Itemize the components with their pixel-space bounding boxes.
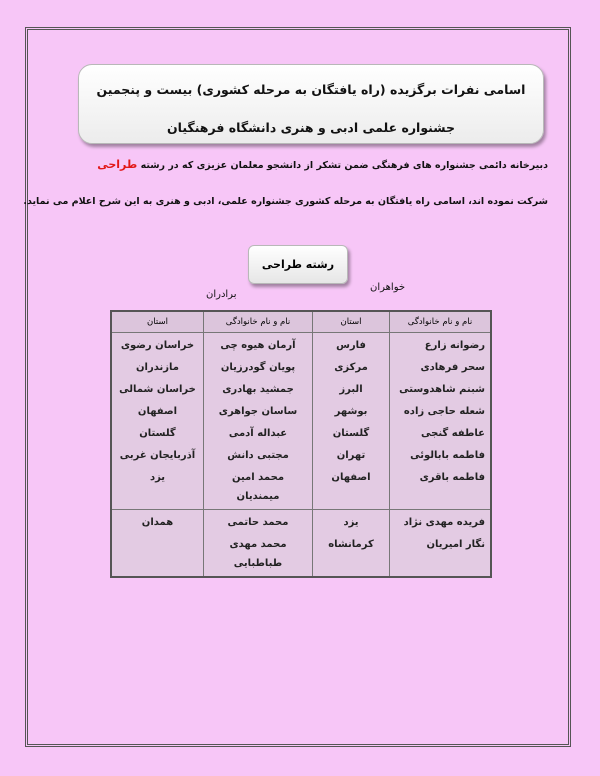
- brother-name-cell: محمد مهدی طباطبایی: [204, 532, 313, 577]
- sister-province-cell: یزد: [313, 510, 390, 533]
- sister-province-cell: مرکزی: [313, 355, 390, 377]
- title-banner: [78, 64, 544, 144]
- field-highlight: طراحی: [97, 158, 138, 171]
- sister-province-cell: تهران: [313, 443, 390, 465]
- header-brother-province: استان: [111, 311, 204, 333]
- sister-province-cell: بوشهر: [313, 399, 390, 421]
- title-line-2: جشنواره علمی ادبی و هنری دانشگاه فرهنگیان: [166, 120, 456, 135]
- sister-province-cell: اصفهان: [313, 465, 390, 510]
- brother-name-cell: مجتبی دانش: [204, 443, 313, 465]
- section-title: رشته طراحی: [248, 245, 348, 284]
- brother-province-cell: خراسان رضوی: [111, 333, 204, 356]
- sister-name-cell: نگار امیریان: [390, 532, 492, 577]
- sister-name-cell: سحر فرهادی: [390, 355, 492, 377]
- table-row: [111, 465, 491, 510]
- table-row: [111, 421, 491, 443]
- table-row: [111, 377, 491, 399]
- brother-name-cell: عبداله آدمی: [204, 421, 313, 443]
- brother-province-cell: خراسان شمالی: [111, 377, 204, 399]
- table-row: [111, 399, 491, 421]
- sister-province-cell: البرز: [313, 377, 390, 399]
- intro-text: دبیرخانه دائمی جشنواره های فرهنگی ضمن تشکر از دانشجو معلمان عزیزی که در رشته: [140, 160, 548, 171]
- table-row: [111, 532, 491, 577]
- sister-name-cell: شعله حاجی زاده: [390, 399, 492, 421]
- brother-province-cell: آذربایجان غربی: [111, 443, 204, 465]
- sister-name-cell: فاطمه بابالوئی: [390, 443, 492, 465]
- brother-province-cell: [111, 532, 204, 577]
- sister-name-cell: فریده مهدی نژاد: [390, 510, 492, 533]
- sister-province-cell: گلستان: [313, 421, 390, 443]
- brother-name-cell: ساسان جواهری: [204, 399, 313, 421]
- brothers-label: برادران: [206, 289, 237, 300]
- table-row: [111, 510, 491, 533]
- sisters-label: خواهران: [370, 282, 406, 293]
- sister-province-cell: کرمانشاه: [313, 532, 390, 577]
- header-sister-name: نام و نام خانوادگی: [390, 311, 492, 333]
- brother-province-cell: اصفهان: [111, 399, 204, 421]
- winners-table: [110, 310, 492, 578]
- table-row: [111, 333, 491, 356]
- table-row: [111, 443, 491, 465]
- sister-name-cell: فاطمه باقری: [390, 465, 492, 510]
- brother-province-cell: همدان: [111, 510, 204, 533]
- header-sister-province: استان: [313, 311, 390, 333]
- table-header-row: [111, 311, 491, 333]
- brother-name-cell: محمد امین میمندیان: [204, 465, 313, 510]
- table-row: [111, 355, 491, 377]
- brother-name-cell: محمد حاتمی: [204, 510, 313, 533]
- brother-province-cell: گلستان: [111, 421, 204, 443]
- brother-province-cell: مازندران: [111, 355, 204, 377]
- sister-name-cell: عاطفه گنجی: [390, 421, 492, 443]
- sister-province-cell: فارس: [313, 333, 390, 356]
- intro-paragraph-line-2: شرکت نموده اند، اسامی راه یافتگان به مرحله کشوری جشنواره علمی، ادبی و هنری به این شرح اعلام می نماید.: [23, 196, 548, 207]
- brother-name-cell: آرمان هیوه چی: [204, 333, 313, 356]
- sister-name-cell: شبنم شاهدوستی: [390, 377, 492, 399]
- brother-name-cell: جمشید بهادری: [204, 377, 313, 399]
- title-line-1: اسامی نفرات برگزیده (راه یافتگان به مرحله کشوری) بیست و پنجمین: [96, 82, 526, 97]
- intro-paragraph-line-1: [88, 158, 548, 171]
- brother-province-cell: یزد: [111, 465, 204, 510]
- brother-name-cell: پویان گودرزیان: [204, 355, 313, 377]
- header-brother-name: نام و نام خانوادگی: [204, 311, 313, 333]
- sister-name-cell: رضوانه زارع: [390, 333, 492, 356]
